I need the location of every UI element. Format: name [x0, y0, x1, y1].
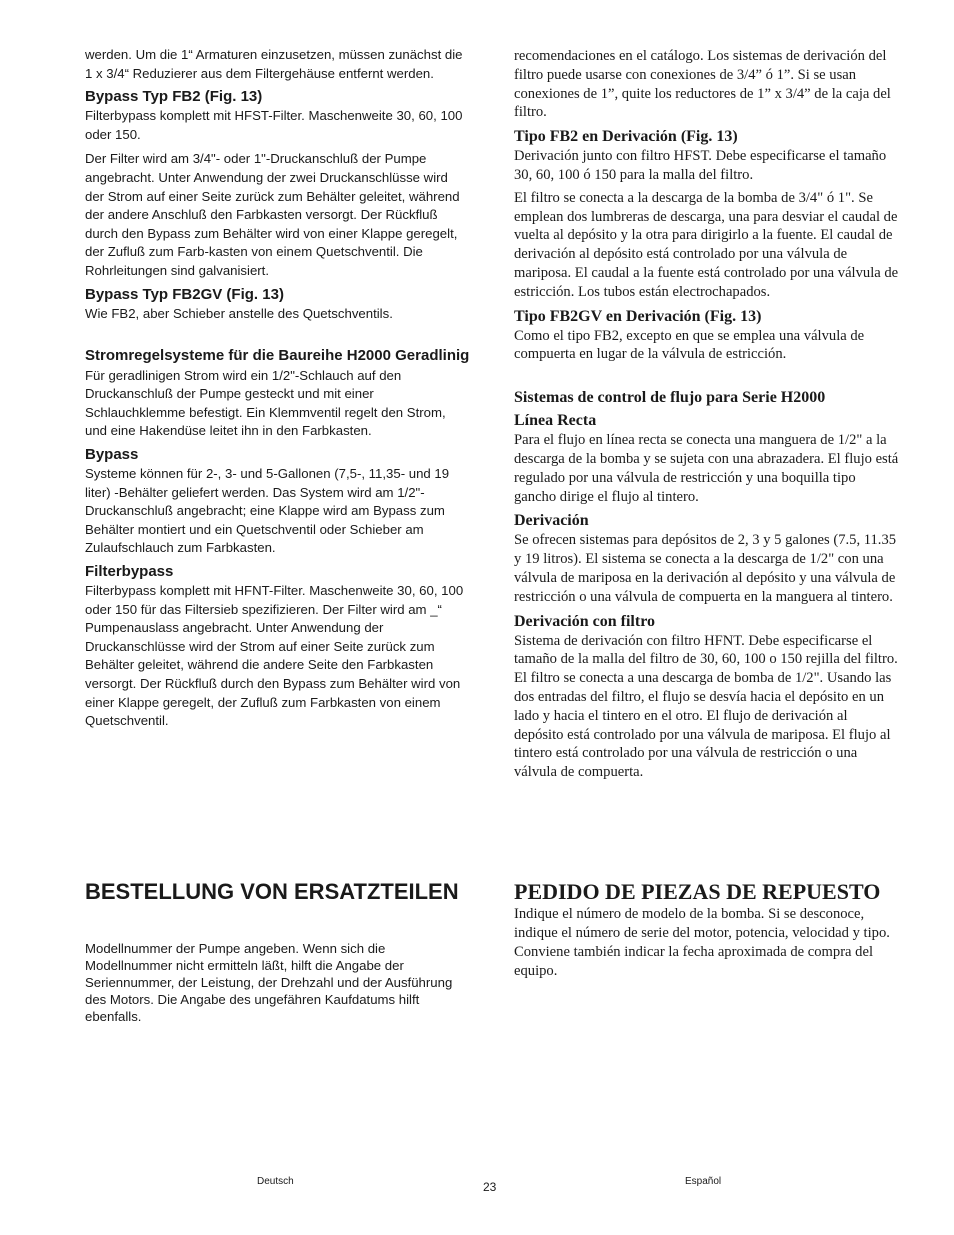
de-intro: werden. Um die 1“ Armaturen einzusetzen, müssen zunächst die 1 x 3/4“ Reduzierer aus dem Filtergehäuse entfernt werden. — [85, 47, 463, 81]
page-number: 23 — [483, 1180, 497, 1194]
es-fb2-heading: Tipo FB2 en Derivación (Fig. 13) — [514, 128, 738, 146]
es-linea-heading: Línea Recta — [514, 412, 597, 430]
es-h2000-heading: Sistemas de control de flujo para Serie H2000 — [514, 389, 826, 407]
es-intro: recomendaciones en el catálogo. Los sistemas de derivación del filtro puede usarse con conexiones de 3/4” ó 1”. Si se usan conexiones de 1”, quite los reductores de 1” x 3/4” de la caja del filtro. — [514, 48, 891, 121]
de-h2000-para: Für geradlinigen Strom wird ein 1/2"-Schlauch auf den Druckanschluß der Pumpe gesteckt und mit einer Schlauchklemme befestigt. Ein Klemmventil regelt den Strom, und eine Hakendüse leitet ihn in den Farbkasten. — [85, 367, 446, 439]
es-fb2gv-para: Como el tipo FB2, excepto en que se emplea una válvula de compuerta en lugar de la válvula de estricción. — [514, 327, 865, 363]
de-fb2gv-heading: Bypass Typ FB2GV (Fig. 13) — [85, 285, 284, 303]
de-fb2-para-1: Filterbypass komplett mit HFST-Filter. Maschenweite 30, 60, 100 oder 150. — [85, 108, 463, 142]
german-column — [85, 46, 470, 731]
es-derivacion-heading: Derivación — [514, 512, 589, 530]
es-linea-para: Para el flujo en línea recta se conecta una manguera de 1/2" a la descarga de la bomba y se sujeta con una abrazadera. El flujo está regulado por una válvula de restricción y una boquilla tipo gancho dirige el flujo al tintero. — [514, 432, 899, 505]
de-h2000-heading: Stromregelsysteme für die Baureihe H2000 Geradlinig — [85, 347, 470, 365]
footer-language-left: Deutsch — [257, 1176, 294, 1187]
de-fb2gv-para: Wie FB2, aber Schieber anstelle des Quetschventils. — [85, 305, 393, 321]
es-fb2gv-heading: Tipo FB2GV en Derivación (Fig. 13) — [514, 307, 762, 325]
de-filterbypass-para: Filterbypass komplett mit HFNT-Filter. Maschenweite 30, 60, 100 oder 150 für das Filtersieb spezifizieren. Der Filter wird am _“ Pumpenauslass angebracht. Unter Anwendung der Druckanschlüsse wird der Strom auf einer Seite zurück zum Behälter geleitet, während die andere Seite den Farbkasten versorgt. Der Rückfluß durch den Bypass zum Behälter wird von einer Klappe geregelt, der Zufluß zum Farbkasten von einem Quetschventil. — [85, 582, 464, 729]
es-order-para: Indique el número de modelo de la bomba. Si se desconoce, indique el número de serie del motor, potencia, velocidad y tipo. Conviene también indicar la fecha aproximada de compra del equipo. — [514, 906, 890, 979]
de-order-para: Modellnummer der Pumpe angeben. Wenn sich die Modellnummer nicht ermitteln läßt, hilft die Angabe der Seriennummer, der Leistung, der Drehzahl und der Ausführung des Motors. Die Angabe des ungefähren Kaufdatums hilft ebenfalls. — [85, 941, 453, 1024]
de-filterbypass-heading: Filterbypass — [85, 562, 174, 580]
de-order-heading: BESTELLUNG VON ERSATZTEILEN — [85, 879, 459, 904]
es-fb2-para-1: Derivación junto con filtro HFST. Debe especificarse el tamaño 30, 60, 100 ó 150 para la malla del filtro. — [514, 148, 887, 183]
de-fb2-heading: Bypass Typ FB2 (Fig. 13) — [85, 88, 263, 106]
es-derivacion-filtro-para: Sistema de derivación con filtro HFNT. Debe especificarse el tamaño de la malla del filtro de 30, 60, 100 o 150 rejilla del filtro. El filtro se conecta a una descarga de bomba de 1/2". Usando las dos entradas del filtro, el flujo se desvía hacia el depósito en un lado y hacia el tintero en el otro. El flujo de derivación al depósito está controlado por una válvula de mariposa. El flujo al tintero está controlado por una válvula de restricción o una válvula de compuerta. — [514, 632, 898, 781]
spanish-column — [514, 47, 899, 782]
footer-language-right: Español — [685, 1176, 722, 1187]
es-order-heading: PEDIDO DE PIEZAS DE REPUESTO — [514, 879, 881, 904]
de-bypass-para: Systeme können für 2-, 3- und 5-Gallonen (7,5-, 11,35- und 19 liter) -Behälter geliefert werden. Das System wird am 1/2"-Druckanschluß angebracht; eine Klappe wird am Bypass zum Behälter montiert und ein Quetschventil oder Schieber am Zulaufschlauch zum Farbkasten. — [85, 466, 450, 556]
es-fb2-para-2: El filtro se conecta a la descarga de la bomba de 3/4" ó 1". Se emplean dos lumbreras de descarga, una para desviar el caudal de vuelta al depósito y la otra para dirigirlo a la fuente. El caudal de derivación al depósito está controlado por una válvula de mariposa. El caudal a la fuente está controlado por una válvula de estricción. Los tubos están electrochapados. — [514, 189, 899, 300]
es-derivacion-filtro-heading: Derivación con filtro — [514, 612, 656, 630]
de-bypass-heading: Bypass — [85, 446, 139, 463]
de-fb2-para-2: Der Filter wird am 3/4"- oder 1"-Druckanschluß der Pumpe angebracht. Unter Anwendung der zwei Druckanschlüsse wird der Strom auf einer Seite zurück zum Behälter geleitet, während der andere Anschluß den Farbkasten versorgt. Der Rückfluß durch den Bypass zum Behälter wird von einer Klappe geregelt, der Zufluß zum Farb-kasten von einem Quetschventil. Die Rohrleitungen sind galvanisiert. — [85, 151, 460, 278]
es-derivacion-para: Se ofrecen sistemas para depósitos de 2, 3 y 5 galones (7.5, 11.35 y 19 litros). El sistema se conecta a la descarga de 1/2" con una válvula de mariposa en la derivación al depósito y una válvula de restricción o una válvula de compuerta en la manguera al tintero. — [514, 532, 897, 605]
